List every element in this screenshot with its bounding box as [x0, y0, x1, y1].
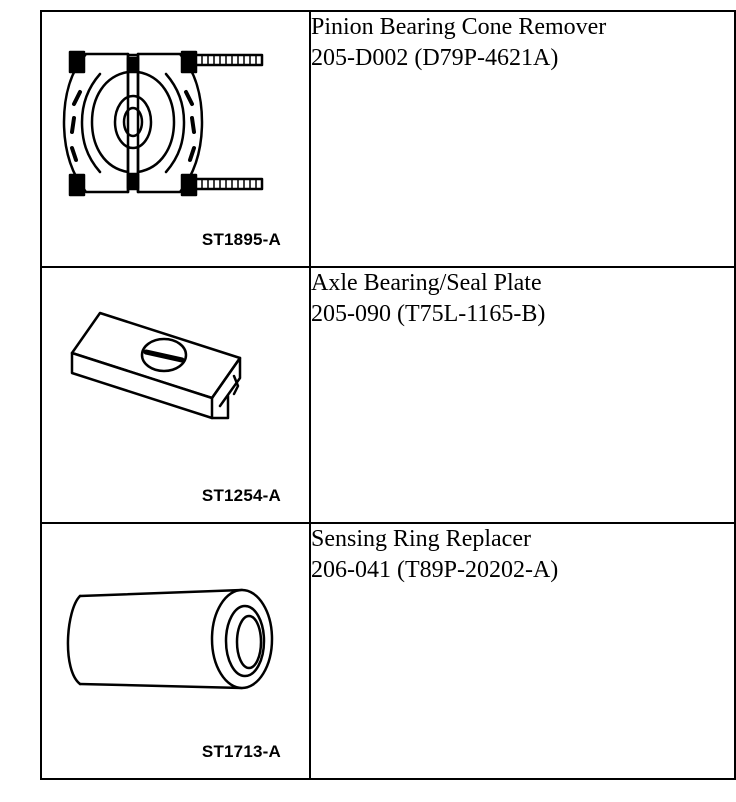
tool-part-number: 205-D002 (D79P-4621A): [311, 45, 559, 71]
tool-illustration-code: ST1254-A: [201, 486, 281, 505]
tool-illustration-cell: [41, 267, 310, 523]
tool-illustration-code: ST1713-A: [201, 742, 281, 761]
tool-description-cell: [310, 523, 735, 779]
tool-description-cell: [310, 11, 735, 267]
tool-description-cell: [310, 267, 735, 523]
tool-part-number: 206-041 (T89P-20202-A): [311, 557, 559, 583]
tool-name: Sensing Ring Replacer: [311, 526, 531, 552]
tool-name: Pinion Bearing Cone Remover: [311, 14, 607, 40]
special-tools-table: [40, 10, 736, 780]
tool-part-number: 205-090 (T75L-1165-B): [311, 301, 546, 327]
tool-name: Axle Bearing/Seal Plate: [311, 270, 542, 296]
tool-row-pinion-bearing-cone-remover: [41, 11, 735, 267]
tool-illustration-cell: [41, 11, 310, 267]
tool-illustration-cell: [41, 523, 310, 779]
tool-row-sensing-ring-replacer: [41, 523, 735, 779]
tool-illustration-code: ST1895-A: [201, 230, 281, 249]
tool-row-axle-bearing-seal-plate: [41, 267, 735, 523]
